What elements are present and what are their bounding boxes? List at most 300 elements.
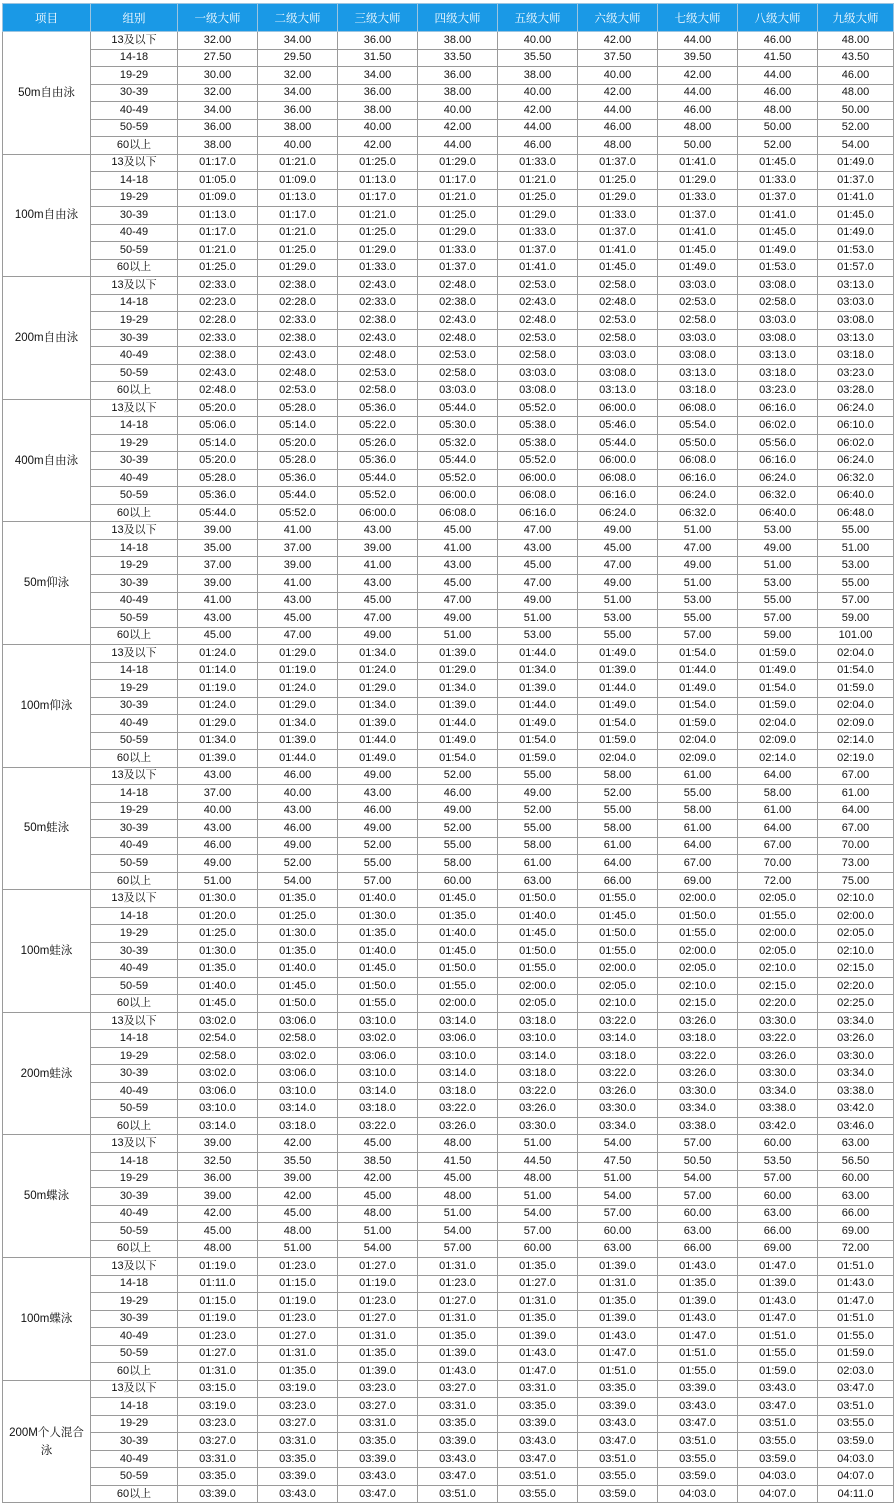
standard-time-cell: 57.00 — [818, 592, 894, 610]
standard-time-cell: 01:25.0 — [258, 907, 338, 925]
table-row — [3, 574, 894, 592]
standard-time-cell: 63.00 — [498, 872, 578, 890]
standard-time-cell: 01:49.0 — [738, 662, 818, 680]
standard-time-cell: 01:47.0 — [738, 1310, 818, 1328]
standard-time-cell: 58.00 — [738, 785, 818, 803]
standard-time-cell: 01:43.0 — [498, 1345, 578, 1363]
standard-time-cell: 01:37.0 — [738, 189, 818, 207]
standard-time-cell: 01:21.0 — [258, 224, 338, 242]
standard-time-cell: 03:34.0 — [578, 1117, 658, 1135]
standard-time-cell: 01:54.0 — [658, 697, 738, 715]
standard-time-cell: 02:48.0 — [258, 364, 338, 382]
table-row — [3, 452, 894, 470]
standard-time-cell: 03:55.0 — [498, 1485, 578, 1503]
standard-time-cell: 01:34.0 — [178, 732, 258, 750]
standard-time-cell: 05:36.0 — [338, 399, 418, 417]
standard-time-cell: 05:38.0 — [498, 434, 578, 452]
standard-time-cell: 01:29.0 — [338, 242, 418, 260]
standard-time-cell: 41.50 — [738, 49, 818, 67]
standard-time-cell: 01:51.0 — [818, 1310, 894, 1328]
standard-time-cell: 36.00 — [338, 84, 418, 102]
standard-time-cell: 01:54.0 — [738, 680, 818, 698]
table-row — [3, 1345, 894, 1363]
standard-time-cell: 75.00 — [818, 872, 894, 890]
standard-time-cell: 70.00 — [818, 837, 894, 855]
table-row — [3, 1223, 894, 1241]
standard-time-cell: 01:39.0 — [498, 680, 578, 698]
standard-time-cell: 53.00 — [738, 522, 818, 540]
age-group-cell: 13及以下 — [91, 1380, 178, 1398]
standard-time-cell: 52.00 — [258, 855, 338, 873]
table-row — [3, 1468, 894, 1486]
standard-time-cell: 69.00 — [738, 1240, 818, 1258]
standard-time-cell: 01:34.0 — [338, 645, 418, 663]
table-row — [3, 925, 894, 943]
standard-time-cell: 01:37.0 — [578, 154, 658, 172]
standard-time-cell: 03:02.0 — [178, 1012, 258, 1030]
standard-time-cell: 01:29.0 — [258, 697, 338, 715]
standard-time-cell: 57.00 — [418, 1240, 498, 1258]
table-row — [3, 224, 894, 242]
standard-time-cell: 55.00 — [818, 574, 894, 592]
standard-time-cell: 57.00 — [738, 610, 818, 628]
standard-time-cell: 38.00 — [258, 119, 338, 137]
standard-time-cell: 42.00 — [578, 32, 658, 50]
standard-time-cell: 03:59.0 — [818, 1433, 894, 1451]
standard-time-cell: 54.00 — [578, 1188, 658, 1206]
standard-time-cell: 03:06.0 — [338, 1047, 418, 1065]
standard-time-cell: 01:39.0 — [418, 645, 498, 663]
standard-time-cell: 05:46.0 — [578, 417, 658, 435]
event-name-cell: 50m蝶泳 — [3, 1135, 91, 1258]
standard-time-cell: 01:21.0 — [178, 242, 258, 260]
standard-time-cell: 61.00 — [498, 855, 578, 873]
standard-time-cell: 40.00 — [338, 119, 418, 137]
standard-time-cell: 58.00 — [578, 820, 658, 838]
standard-time-cell: 03:08.0 — [578, 364, 658, 382]
standard-time-cell: 43.00 — [178, 820, 258, 838]
standard-time-cell: 50.00 — [818, 102, 894, 120]
age-group-cell: 13及以下 — [91, 1258, 178, 1276]
standard-time-cell: 01:23.0 — [258, 1310, 338, 1328]
standard-time-cell: 01:34.0 — [498, 662, 578, 680]
standard-time-cell: 01:44.0 — [658, 662, 738, 680]
standard-time-cell: 01:55.0 — [738, 1345, 818, 1363]
header-level-7: 七级大师 — [658, 4, 738, 32]
standard-time-cell: 04:03.0 — [818, 1450, 894, 1468]
standard-time-cell: 03:59.0 — [738, 1450, 818, 1468]
standard-time-cell: 02:38.0 — [418, 294, 498, 312]
standard-time-cell: 40.00 — [578, 67, 658, 85]
standard-time-cell: 67.00 — [738, 837, 818, 855]
standard-time-cell: 60.00 — [818, 1170, 894, 1188]
standard-time-cell: 45.00 — [178, 627, 258, 645]
standard-time-cell: 02:20.0 — [738, 995, 818, 1013]
standard-time-cell: 02:53.0 — [418, 347, 498, 365]
standard-time-cell: 43.00 — [338, 522, 418, 540]
standard-time-cell: 01:49.0 — [578, 697, 658, 715]
standard-time-cell: 03:51.0 — [658, 1433, 738, 1451]
table-row — [3, 487, 894, 505]
standard-time-cell: 64.00 — [738, 767, 818, 785]
event-name-cell: 100m蝶泳 — [3, 1258, 91, 1381]
standard-time-cell: 55.00 — [338, 855, 418, 873]
standard-time-cell: 41.00 — [258, 574, 338, 592]
age-group-cell: 14-18 — [91, 785, 178, 803]
standard-time-cell: 02:33.0 — [338, 294, 418, 312]
standard-time-cell: 39.00 — [258, 557, 338, 575]
standard-time-cell: 02:04.0 — [738, 715, 818, 733]
standard-time-cell: 01:40.0 — [338, 942, 418, 960]
standard-time-cell: 01:59.0 — [498, 750, 578, 768]
standard-time-cell: 01:43.0 — [418, 1363, 498, 1381]
standard-time-cell: 55.00 — [658, 610, 738, 628]
standard-time-cell: 03:03.0 — [818, 294, 894, 312]
standard-time-cell: 48.00 — [178, 1240, 258, 1258]
standard-time-cell: 01:37.0 — [658, 207, 738, 225]
standard-time-cell: 03:10.0 — [338, 1012, 418, 1030]
age-group-cell: 13及以下 — [91, 767, 178, 785]
standard-time-cell: 03:43.0 — [578, 1415, 658, 1433]
standard-time-cell: 02:58.0 — [498, 347, 578, 365]
standard-time-cell: 03:43.0 — [418, 1450, 498, 1468]
standard-time-cell: 51.00 — [498, 610, 578, 628]
header-row — [3, 4, 894, 32]
table-row — [3, 820, 894, 838]
standard-time-cell: 03:08.0 — [658, 347, 738, 365]
standard-time-cell: 43.00 — [498, 539, 578, 557]
standard-time-cell: 05:50.0 — [658, 434, 738, 452]
standard-time-cell: 60.00 — [738, 1188, 818, 1206]
standard-time-cell: 03:38.0 — [658, 1117, 738, 1135]
standard-time-cell: 01:19.0 — [178, 680, 258, 698]
event-name-cell: 100m仰泳 — [3, 645, 91, 768]
standard-time-cell: 54.00 — [658, 1170, 738, 1188]
age-group-cell: 19-29 — [91, 1170, 178, 1188]
standard-time-cell: 06:02.0 — [818, 434, 894, 452]
table-row — [3, 1240, 894, 1258]
standard-time-cell: 02:43.0 — [338, 329, 418, 347]
standard-time-cell: 63.00 — [738, 1205, 818, 1223]
standard-time-cell: 04:03.0 — [658, 1485, 738, 1503]
standard-time-cell: 01:29.0 — [658, 172, 738, 190]
age-group-cell: 30-39 — [91, 942, 178, 960]
standard-time-cell: 03:43.0 — [258, 1485, 338, 1503]
standard-time-cell: 03:13.0 — [818, 329, 894, 347]
standard-time-cell: 49.00 — [418, 610, 498, 628]
standard-time-cell: 66.00 — [578, 872, 658, 890]
standard-time-cell: 51.00 — [658, 522, 738, 540]
standard-time-cell: 06:00.0 — [418, 487, 498, 505]
standard-time-cell: 32.50 — [178, 1153, 258, 1171]
standard-time-cell: 48.00 — [738, 102, 818, 120]
table-row — [3, 32, 894, 50]
standard-time-cell: 05:20.0 — [178, 452, 258, 470]
standard-time-cell: 01:55.0 — [658, 1363, 738, 1381]
standard-time-cell: 03:08.0 — [738, 329, 818, 347]
standard-time-cell: 44.50 — [498, 1153, 578, 1171]
standard-time-cell: 05:44.0 — [418, 452, 498, 470]
age-group-cell: 40-49 — [91, 837, 178, 855]
standard-time-cell: 01:24.0 — [178, 697, 258, 715]
standard-time-cell: 36.00 — [178, 1170, 258, 1188]
standard-time-cell: 01:55.0 — [818, 1328, 894, 1346]
age-group-cell: 19-29 — [91, 1415, 178, 1433]
standard-time-cell: 05:56.0 — [738, 434, 818, 452]
standard-time-cell: 01:13.0 — [178, 207, 258, 225]
age-group-cell: 40-49 — [91, 1205, 178, 1223]
standard-time-cell: 01:59.0 — [578, 732, 658, 750]
standard-time-cell: 64.00 — [578, 855, 658, 873]
standard-time-cell: 02:03.0 — [818, 1363, 894, 1381]
standard-time-cell: 01:29.0 — [578, 189, 658, 207]
standard-time-cell: 05:14.0 — [178, 434, 258, 452]
standard-time-cell: 03:30.0 — [578, 1100, 658, 1118]
standard-time-cell: 61.00 — [658, 767, 738, 785]
table-row — [3, 715, 894, 733]
age-group-cell: 14-18 — [91, 294, 178, 312]
standard-time-cell: 01:21.0 — [338, 207, 418, 225]
standard-time-cell: 48.00 — [658, 119, 738, 137]
standard-time-cell: 58.00 — [658, 802, 738, 820]
standard-time-cell: 02:00.0 — [578, 960, 658, 978]
header-level-1: 一级大师 — [178, 4, 258, 32]
age-group-cell: 19-29 — [91, 802, 178, 820]
standard-time-cell: 03:18.0 — [818, 347, 894, 365]
standard-time-cell: 01:09.0 — [258, 172, 338, 190]
age-group-cell: 50-59 — [91, 977, 178, 995]
standard-time-cell: 02:48.0 — [418, 277, 498, 295]
standard-time-cell: 01:54.0 — [578, 715, 658, 733]
standard-time-cell: 51.00 — [658, 574, 738, 592]
standard-time-cell: 60.00 — [578, 1223, 658, 1241]
standard-time-cell: 48.00 — [418, 1188, 498, 1206]
standard-time-cell: 53.50 — [738, 1153, 818, 1171]
standard-time-cell: 61.00 — [738, 802, 818, 820]
standard-time-cell: 46.00 — [338, 802, 418, 820]
standard-time-cell: 03:03.0 — [658, 277, 738, 295]
table-row — [3, 1363, 894, 1381]
standard-time-cell: 01:09.0 — [178, 189, 258, 207]
standard-time-cell: 03:06.0 — [418, 1030, 498, 1048]
standard-time-cell: 52.00 — [338, 837, 418, 855]
standard-time-cell: 01:49.0 — [738, 242, 818, 260]
standard-time-cell: 42.00 — [338, 137, 418, 155]
standard-time-cell: 06:16.0 — [658, 469, 738, 487]
event-name-cell: 100m蛙泳 — [3, 890, 91, 1013]
standard-time-cell: 01:55.0 — [578, 890, 658, 908]
standard-time-cell: 03:10.0 — [178, 1100, 258, 1118]
table-row — [3, 837, 894, 855]
header-level-3: 三级大师 — [338, 4, 418, 32]
standard-time-cell: 03:03.0 — [738, 312, 818, 330]
table-row — [3, 1153, 894, 1171]
standard-time-cell: 03:47.0 — [738, 1398, 818, 1416]
standard-time-cell: 51.00 — [338, 1223, 418, 1241]
standard-time-cell: 02:58.0 — [338, 382, 418, 400]
age-group-cell: 13及以下 — [91, 522, 178, 540]
standard-time-cell: 39.00 — [178, 1135, 258, 1153]
standard-time-cell: 01:35.0 — [258, 890, 338, 908]
standard-time-cell: 01:17.0 — [258, 207, 338, 225]
standard-time-cell: 03:39.0 — [258, 1468, 338, 1486]
standard-time-cell: 57.00 — [658, 1135, 738, 1153]
standard-time-cell: 46.00 — [258, 767, 338, 785]
standard-time-cell: 02:04.0 — [658, 732, 738, 750]
table-row — [3, 207, 894, 225]
standard-time-cell: 01:17.0 — [338, 189, 418, 207]
standard-time-cell: 45.00 — [338, 1188, 418, 1206]
standard-time-cell: 03:47.0 — [818, 1380, 894, 1398]
standard-time-cell: 03:28.0 — [818, 382, 894, 400]
standard-time-cell: 03:34.0 — [818, 1012, 894, 1030]
standard-time-cell: 01:51.0 — [738, 1328, 818, 1346]
standard-time-cell: 01:53.0 — [818, 242, 894, 260]
standard-time-cell: 06:24.0 — [818, 399, 894, 417]
standard-time-cell: 01:45.0 — [418, 942, 498, 960]
age-group-cell: 40-49 — [91, 102, 178, 120]
standard-time-cell: 02:53.0 — [498, 277, 578, 295]
standard-time-cell: 03:22.0 — [658, 1047, 738, 1065]
standard-time-cell: 06:02.0 — [738, 417, 818, 435]
standard-time-cell: 06:40.0 — [738, 504, 818, 522]
standard-time-cell: 03:03.0 — [418, 382, 498, 400]
standard-time-cell: 01:40.0 — [338, 890, 418, 908]
standard-time-cell: 01:39.0 — [338, 715, 418, 733]
age-group-cell: 19-29 — [91, 434, 178, 452]
standard-time-cell: 03:23.0 — [338, 1380, 418, 1398]
standard-time-cell: 55.00 — [498, 820, 578, 838]
standard-time-cell: 41.00 — [258, 522, 338, 540]
standard-time-cell: 45.00 — [258, 610, 338, 628]
age-group-cell: 14-18 — [91, 1275, 178, 1293]
standard-time-cell: 01:49.0 — [498, 715, 578, 733]
standard-time-cell: 02:38.0 — [258, 277, 338, 295]
standard-time-cell: 34.00 — [258, 84, 338, 102]
age-group-cell: 40-49 — [91, 592, 178, 610]
standard-time-cell: 01:50.0 — [578, 925, 658, 943]
standard-time-cell: 01:13.0 — [338, 172, 418, 190]
age-group-cell: 50-59 — [91, 1223, 178, 1241]
standard-time-cell: 36.00 — [178, 119, 258, 137]
standard-time-cell: 60.00 — [738, 1135, 818, 1153]
standard-time-cell: 01:33.0 — [738, 172, 818, 190]
standard-time-cell: 67.00 — [658, 855, 738, 873]
standard-time-cell: 05:22.0 — [338, 417, 418, 435]
standard-time-cell: 03:02.0 — [338, 1030, 418, 1048]
standard-time-cell: 02:58.0 — [258, 1030, 338, 1048]
standard-time-cell: 03:51.0 — [498, 1468, 578, 1486]
standard-time-cell: 01:50.0 — [498, 942, 578, 960]
standard-time-cell: 37.00 — [178, 557, 258, 575]
standard-time-cell: 03:18.0 — [258, 1117, 338, 1135]
standard-time-cell: 03:10.0 — [338, 1065, 418, 1083]
standard-time-cell: 01:33.0 — [418, 242, 498, 260]
age-group-cell: 60以上 — [91, 1363, 178, 1381]
standard-time-cell: 01:30.0 — [258, 925, 338, 943]
standard-time-cell: 01:59.0 — [818, 680, 894, 698]
standard-time-cell: 03:02.0 — [258, 1047, 338, 1065]
table-row — [3, 1082, 894, 1100]
standard-time-cell: 03:47.0 — [498, 1450, 578, 1468]
standard-time-cell: 03:47.0 — [418, 1468, 498, 1486]
standard-time-cell: 03:55.0 — [658, 1450, 738, 1468]
standard-time-cell: 01:59.0 — [738, 1363, 818, 1381]
age-group-cell: 30-39 — [91, 1188, 178, 1206]
header-level-5: 五级大师 — [498, 4, 578, 32]
standard-time-cell: 01:29.0 — [178, 715, 258, 733]
table-row — [3, 137, 894, 155]
standard-time-cell: 02:09.0 — [738, 732, 818, 750]
standard-time-cell: 69.00 — [818, 1223, 894, 1241]
standard-time-cell: 45.00 — [578, 539, 658, 557]
table-row — [3, 1100, 894, 1118]
table-row — [3, 750, 894, 768]
standard-time-cell: 04:11.0 — [818, 1485, 894, 1503]
standard-time-cell: 06:16.0 — [498, 504, 578, 522]
standard-time-cell: 01:41.0 — [818, 189, 894, 207]
standard-time-cell: 02:38.0 — [338, 312, 418, 330]
standard-time-cell: 03:43.0 — [658, 1398, 738, 1416]
standard-time-cell: 51.00 — [258, 1240, 338, 1258]
standard-time-cell: 02:53.0 — [578, 312, 658, 330]
standard-time-cell: 61.00 — [578, 837, 658, 855]
standard-time-cell: 34.00 — [258, 32, 338, 50]
standard-time-cell: 01:55.0 — [338, 995, 418, 1013]
standard-time-cell: 01:40.0 — [498, 907, 578, 925]
standard-time-cell: 47.00 — [498, 574, 578, 592]
standard-time-cell: 01:25.0 — [178, 925, 258, 943]
standard-time-cell: 01:35.0 — [258, 1363, 338, 1381]
table-row — [3, 1293, 894, 1311]
standard-time-cell: 06:00.0 — [578, 452, 658, 470]
standard-time-cell: 01:59.0 — [738, 697, 818, 715]
standard-time-cell: 04:07.0 — [818, 1468, 894, 1486]
table-row — [3, 1012, 894, 1030]
standard-time-cell: 02:05.0 — [738, 942, 818, 960]
standard-time-cell: 47.00 — [338, 610, 418, 628]
standard-time-cell: 01:41.0 — [658, 154, 738, 172]
header-level-4: 四级大师 — [418, 4, 498, 32]
standard-time-cell: 01:39.0 — [578, 1310, 658, 1328]
standard-time-cell: 29.50 — [258, 49, 338, 67]
table-row — [3, 557, 894, 575]
standard-time-cell: 03:39.0 — [178, 1485, 258, 1503]
standard-time-cell: 55.00 — [658, 785, 738, 803]
standard-time-cell: 46.00 — [498, 137, 578, 155]
standard-time-cell: 03:31.0 — [258, 1433, 338, 1451]
standard-time-cell: 03:51.0 — [418, 1485, 498, 1503]
standard-time-cell: 03:27.0 — [258, 1415, 338, 1433]
standard-time-cell: 01:25.0 — [338, 154, 418, 172]
standard-time-cell: 55.00 — [418, 837, 498, 855]
standard-time-cell: 03:43.0 — [738, 1380, 818, 1398]
standard-time-cell: 54.00 — [338, 1240, 418, 1258]
age-group-cell: 14-18 — [91, 1398, 178, 1416]
standard-time-cell: 03:06.0 — [258, 1012, 338, 1030]
standard-time-cell: 01:25.0 — [178, 259, 258, 277]
standard-time-cell: 03:34.0 — [818, 1065, 894, 1083]
standard-time-cell: 43.00 — [178, 767, 258, 785]
table-row — [3, 855, 894, 873]
standard-time-cell: 03:35.0 — [418, 1415, 498, 1433]
table-row — [3, 1450, 894, 1468]
standard-time-cell: 02:04.0 — [578, 750, 658, 768]
standard-time-cell: 47.00 — [258, 627, 338, 645]
table-row — [3, 102, 894, 120]
age-group-cell: 13及以下 — [91, 399, 178, 417]
standard-time-cell: 02:00.0 — [418, 995, 498, 1013]
